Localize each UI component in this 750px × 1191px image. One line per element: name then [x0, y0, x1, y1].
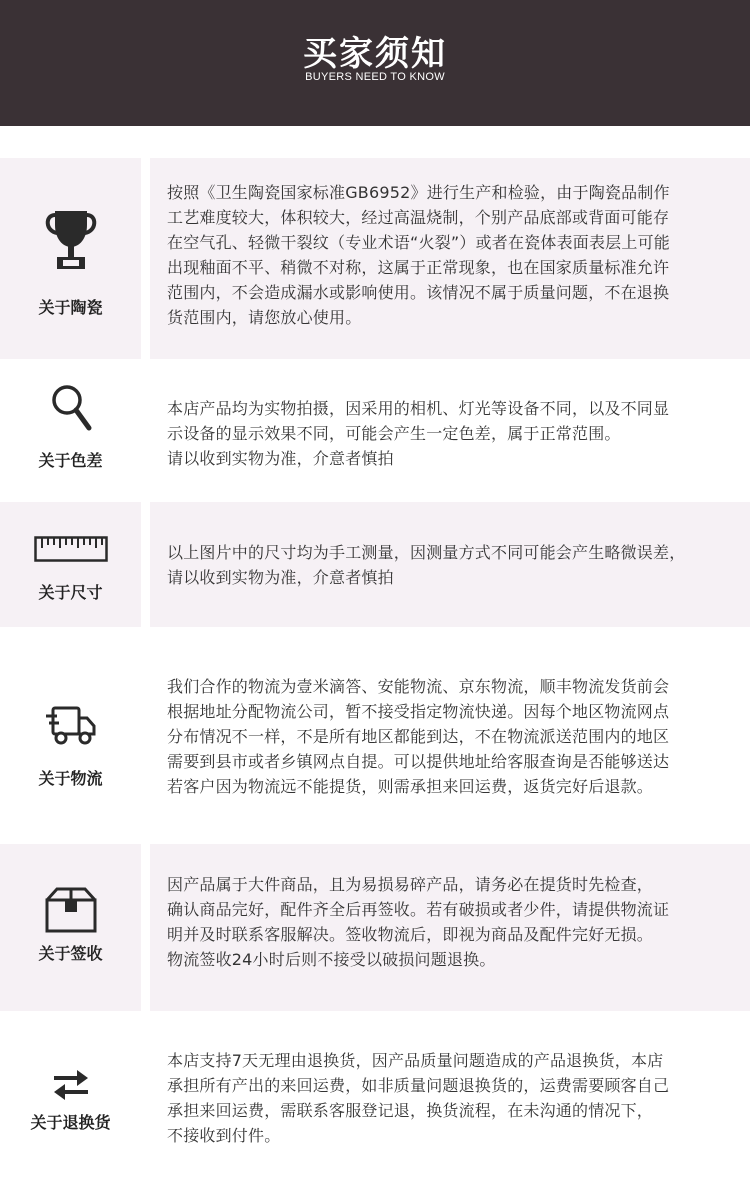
- text-line: 请以收到实物为准，介意者慎拍: [167, 449, 394, 468]
- exchange-arrows-icon: [0, 1068, 141, 1106]
- section-label: 关于色差: [38, 451, 103, 470]
- text-line: 需要到县市或者乡镇网点自提。可以提供地址给客服查询是否能够送达: [167, 752, 670, 771]
- text-line: 物流签收24小时后则不接受以破损问题退换。: [167, 950, 496, 969]
- section-icon-cell: [0, 502, 141, 627]
- section-text-cell: [150, 844, 750, 1011]
- text-line: 我们合作的物流为壹米滴答、安能物流、京东物流，顺丰物流发货前会: [167, 677, 670, 696]
- ruler-icon: [0, 536, 141, 566]
- text-line: 本店产品均为实物拍摄，因采用的相机、灯光等设备不同，以及不同显: [167, 399, 670, 418]
- text-line: 根据地址分配物流公司，暂不接受指定物流快递。因每个地区物流网点: [167, 702, 670, 721]
- section-icon-cell: [0, 844, 141, 1011]
- trophy-icon: [0, 207, 141, 275]
- section-label: 关于退换货: [30, 1113, 111, 1132]
- section-returns: [0, 1018, 750, 1191]
- text-line: 出现釉面不平、稍微不对称，这属于正常现象，也在国家质量标准允许: [167, 258, 670, 277]
- section-label: 关于签收: [38, 944, 103, 963]
- text-line: 若客户因为物流远不能提货，则需承担来回运费，返货完好后退款。: [167, 777, 654, 796]
- delivery-truck-icon: [0, 704, 141, 752]
- text-line: 按照《卫生陶瓷国家标准GB6952》进行生产和检验，由于陶瓷品制作: [167, 183, 670, 202]
- text-line: 范围内，不会造成漏水或影响使用。该情况不属于质量问题，不在退换: [167, 283, 670, 302]
- section-icon-cell: [0, 158, 141, 359]
- text-line: 请以收到实物为准，介意者慎拍: [167, 568, 394, 587]
- section-label: 关于物流: [38, 769, 103, 788]
- section-label: 关于尺寸: [38, 583, 103, 602]
- section-ceramics: [0, 158, 750, 359]
- section-logistics: [0, 634, 750, 837]
- text-line: 货范围内，请您放心使用。: [167, 308, 362, 327]
- text-line: 在空气孔、轻微干裂纹（专业术语“火裂”）或者在瓷体表面表层上可能: [167, 233, 670, 252]
- text-line: 不接收到付件。: [167, 1126, 281, 1145]
- section-text-cell: [150, 634, 750, 837]
- text-line: 承担所有产出的来回运费，如非质量问题退换货的，运费需要顾客自己: [167, 1076, 670, 1095]
- section-label: 关于陶瓷: [38, 298, 103, 317]
- text-line: 工艺难度较大，体积较大，经过高温烧制，个别产品底部或背面可能存: [167, 208, 670, 227]
- text-line: 因产品属于大件商品，且为易损易碎产品，请务必在提货时先检查，: [167, 875, 654, 894]
- section-text-cell: [150, 1018, 750, 1191]
- text-line: 明并及时联系客服解决。签收物流后，即视为商品及配件完好无损。: [167, 925, 654, 944]
- package-box-icon: [0, 886, 141, 938]
- header-banner: [0, 0, 750, 126]
- page-subtitle: BUYERS NEED TO KNOW: [305, 71, 445, 83]
- magnifier-icon: [0, 382, 141, 438]
- section-signing: [0, 844, 750, 1011]
- section-icon-cell: [0, 634, 141, 837]
- text-line: 承担来回运费，需联系客服登记退，换货流程，在未沟通的情况下，: [167, 1101, 654, 1120]
- section-text-cell: [150, 158, 750, 359]
- page-title: 买家须知: [303, 34, 447, 74]
- text-line: 确认商品完好，配件齐全后再签收。若有破损或者少件，请提供物流证: [167, 900, 670, 919]
- section-icon-cell: [0, 1018, 141, 1191]
- text-line: 示设备的显示效果不同，可能会产生一定色差，属于正常范围。: [167, 424, 621, 443]
- section-size: [0, 502, 750, 627]
- section-icon-cell: [0, 366, 141, 494]
- section-text-cell: [150, 366, 750, 494]
- text-line: 以上图片中的尺寸均为手工测量，因测量方式不同可能会产生略微误差，: [167, 543, 686, 562]
- section-color-difference: [0, 366, 750, 494]
- text-line: 分布情况不一样，不是所有地区都能到达，不在物流派送范围内的地区: [167, 727, 670, 746]
- text-line: 本店支持7天无理由退换货，因产品质量问题造成的产品退换货，本店: [167, 1051, 664, 1070]
- section-text-cell: [150, 502, 750, 627]
